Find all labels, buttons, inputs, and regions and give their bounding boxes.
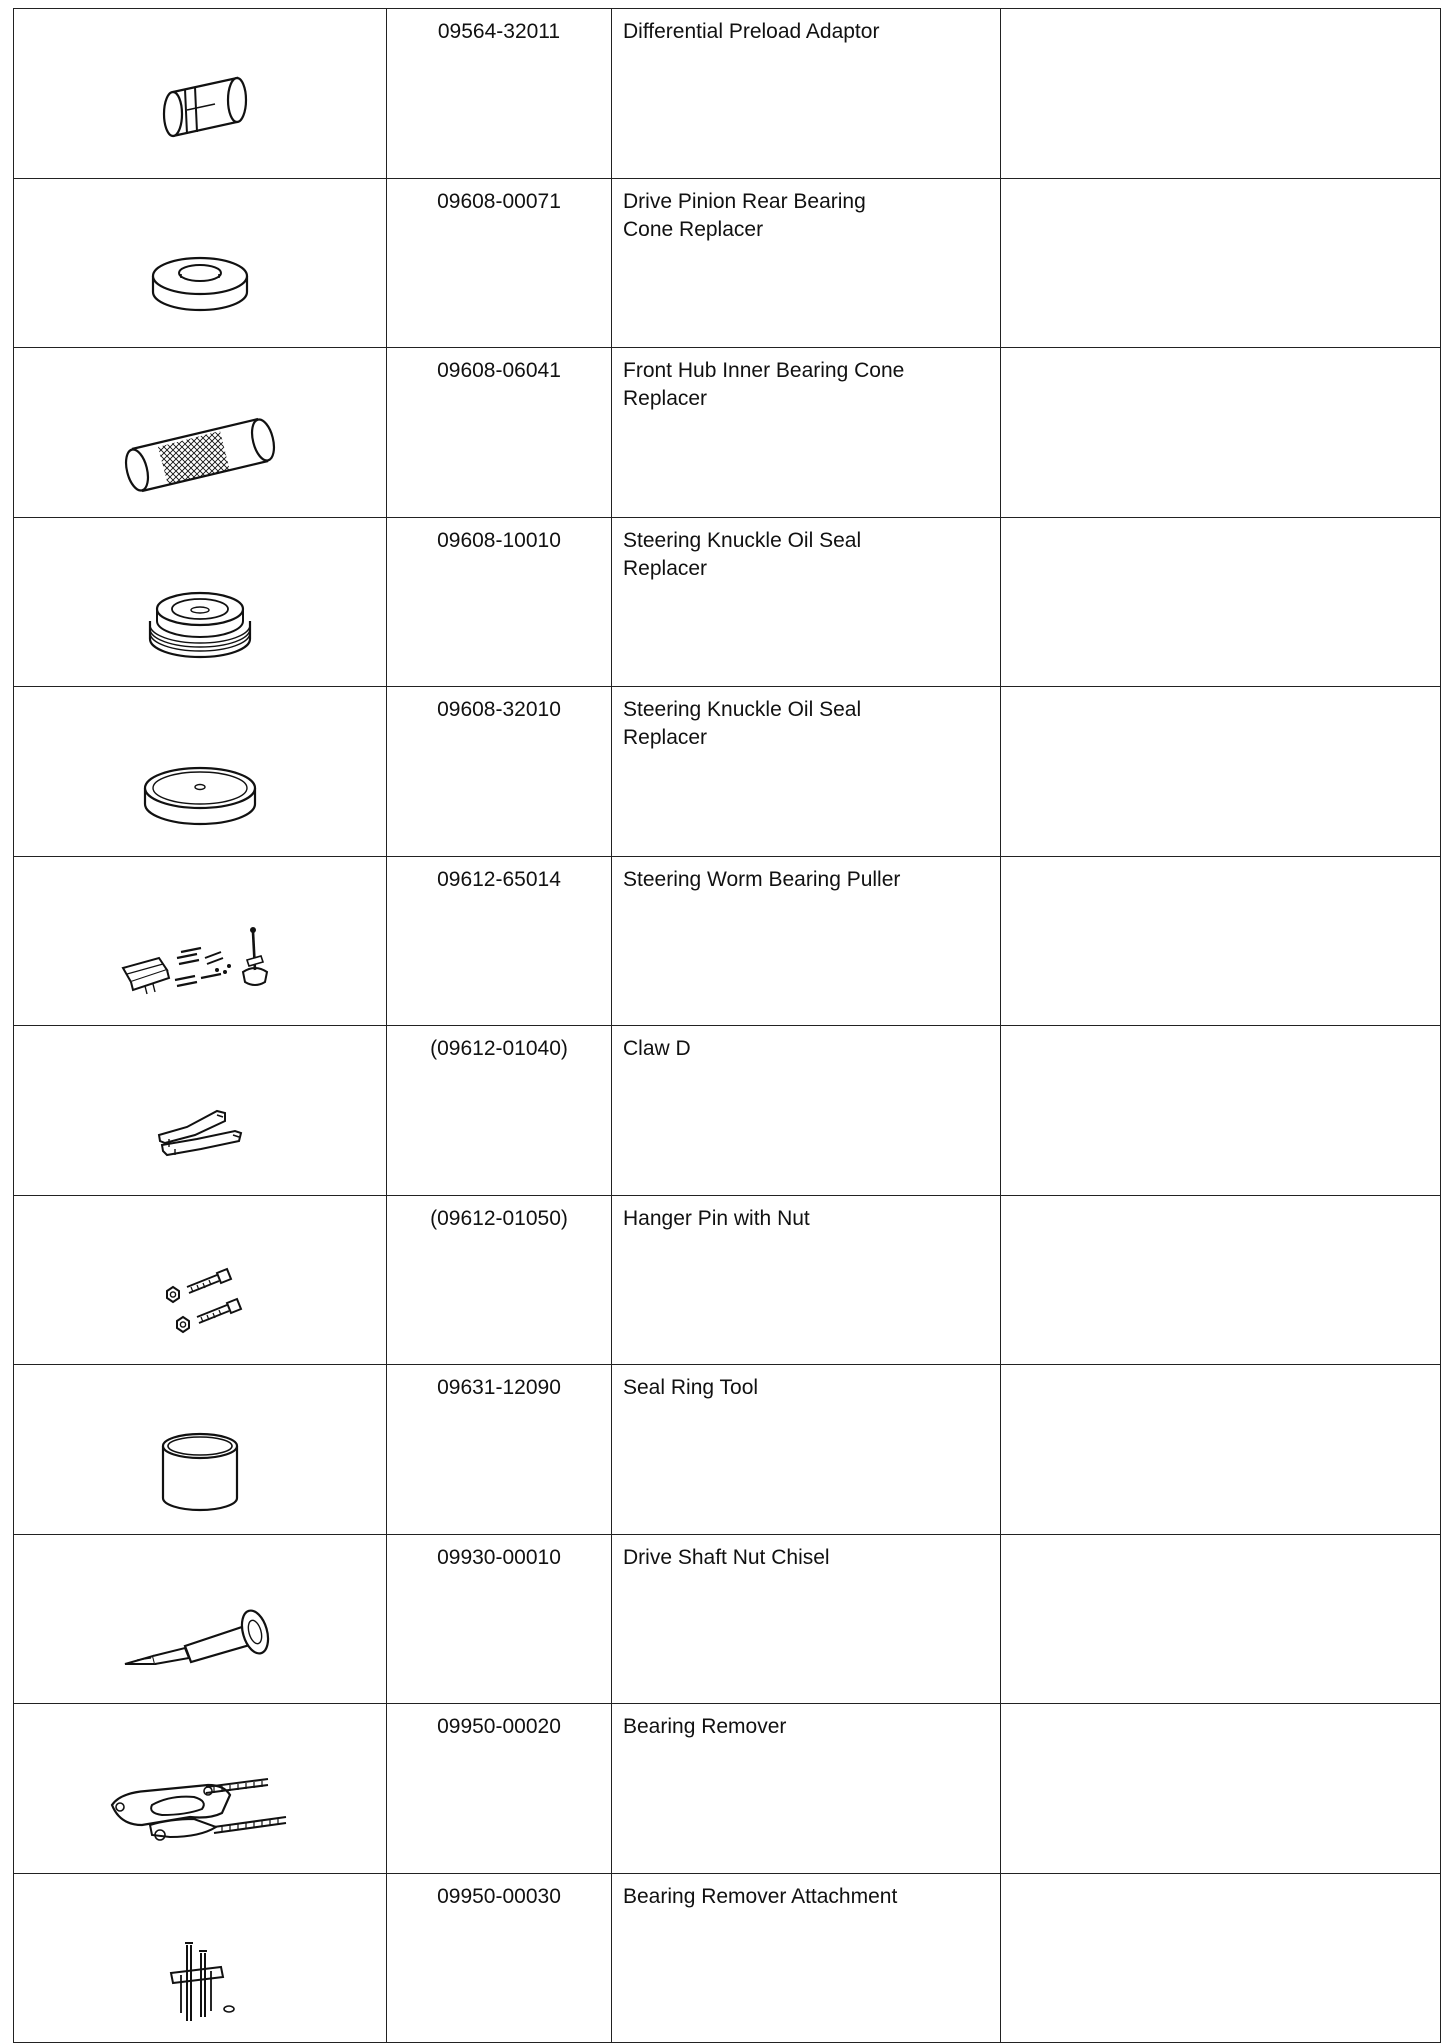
tool-name-line: Claw D (623, 1037, 691, 1060)
tool-name-line: Steering Knuckle Oil Seal (623, 698, 862, 721)
notes-cell (1001, 1873, 1441, 2043)
part-number: 09950-00020 (387, 1704, 612, 1874)
bearing-puller-set-icon (105, 908, 295, 1018)
tool-name-line: Drive Shaft Nut Chisel (623, 1545, 830, 1569)
tool-name-line: Drive Pinion Rear Bearing (623, 189, 866, 213)
table-row (14, 517, 1441, 687)
special-service-tools-table (13, 8, 1441, 2043)
tool-name (612, 1026, 1001, 1196)
part-number: 09631-12090 (387, 1365, 612, 1535)
table-row (14, 178, 1441, 348)
part-number: 09930-00010 (387, 1534, 612, 1704)
tool-name-line: Replacer (623, 556, 708, 580)
part-number: 09608-00071 (387, 178, 612, 348)
threaded-oil-seal-replacer-icon (125, 569, 275, 679)
tool-illustration-cell (14, 9, 387, 179)
bearing-remover-attachment-icon (125, 1925, 275, 2035)
bearing-cone-replacer-icon (125, 230, 275, 340)
tool-illustration-cell (14, 1704, 387, 1874)
tool-illustration-cell (14, 1365, 387, 1535)
part-number: 09608-06041 (387, 348, 612, 518)
tool-name (612, 856, 1001, 1026)
notes-cell (1001, 517, 1441, 687)
flat-oil-seal-replacer-icon (125, 738, 275, 848)
part-number: (09612-01050) (387, 1195, 612, 1365)
bearing-remover-icon (90, 1755, 310, 1865)
table-row (14, 856, 1441, 1026)
tool-name (612, 178, 1001, 348)
table-row (14, 1534, 1441, 1704)
tool-illustration-cell (14, 1873, 387, 2043)
tool-name-line: Replacer (623, 387, 708, 410)
tool-name (612, 1873, 1001, 2043)
notes-cell (1001, 1534, 1441, 1704)
differential-preload-adaptor-icon (125, 60, 275, 170)
tool-illustration-cell (14, 856, 387, 1026)
tool-illustration-cell (14, 1195, 387, 1365)
table-row (14, 1873, 1441, 2043)
tool-illustration-cell (14, 348, 387, 518)
tool-illustration-cell (14, 178, 387, 348)
tool-name-line: Front Hub Inner Bearing Cone (623, 359, 905, 382)
table-row (14, 687, 1441, 857)
table-row (14, 1365, 1441, 1535)
tool-name-line: Replacer (623, 726, 708, 749)
tool-name (612, 687, 1001, 857)
chisel-icon (105, 1586, 295, 1696)
tool-name-line: Bearing Remover Attachment (623, 1884, 898, 1908)
knurled-replacer-icon (110, 399, 290, 509)
notes-cell (1001, 9, 1441, 179)
tool-name-line: Cone Replacer (623, 217, 764, 241)
tool-name-line: Steering Worm Bearing Puller (623, 867, 901, 891)
part-number: 09608-32010 (387, 687, 612, 857)
tool-name-line: Hanger Pin with Nut (623, 1206, 810, 1230)
notes-cell (1001, 687, 1441, 857)
table-row (14, 9, 1441, 179)
part-number: 09612-65014 (387, 856, 612, 1026)
table-row (14, 348, 1441, 518)
notes-cell (1001, 1704, 1441, 1874)
part-number: 09564-32011 (387, 9, 612, 179)
notes-cell (1001, 1195, 1441, 1365)
tool-name (612, 517, 1001, 687)
notes-cell (1001, 348, 1441, 518)
table-row (14, 1704, 1441, 1874)
tool-name (612, 348, 1001, 518)
part-number: 09608-10010 (387, 517, 612, 687)
tool-name-line: Differential Preload Adaptor (623, 20, 880, 43)
notes-cell (1001, 1026, 1441, 1196)
tool-name (612, 1195, 1001, 1365)
hanger-pin-nut-icon (125, 1247, 275, 1357)
tool-name-line: Seal Ring Tool (623, 1376, 759, 1399)
tool-name-line: Steering Knuckle Oil Seal (623, 528, 862, 552)
table-row (14, 1195, 1441, 1365)
notes-cell (1001, 1365, 1441, 1535)
tool-illustration-cell (14, 517, 387, 687)
tool-illustration-cell (14, 1026, 387, 1196)
tool-illustration-cell (14, 1534, 387, 1704)
table-row (14, 1026, 1441, 1196)
notes-cell (1001, 856, 1441, 1026)
notes-cell (1001, 178, 1441, 348)
tool-name-line: Bearing Remover (623, 1715, 787, 1738)
tool-name (612, 1704, 1001, 1874)
claw-icon (125, 1077, 275, 1187)
tool-name (612, 1534, 1001, 1704)
tool-name (612, 1365, 1001, 1535)
tool-name (612, 9, 1001, 179)
part-number: (09612-01040) (387, 1026, 612, 1196)
part-number: 09950-00030 (387, 1873, 612, 2043)
seal-ring-tool-icon (125, 1416, 275, 1526)
tool-illustration-cell (14, 687, 387, 857)
